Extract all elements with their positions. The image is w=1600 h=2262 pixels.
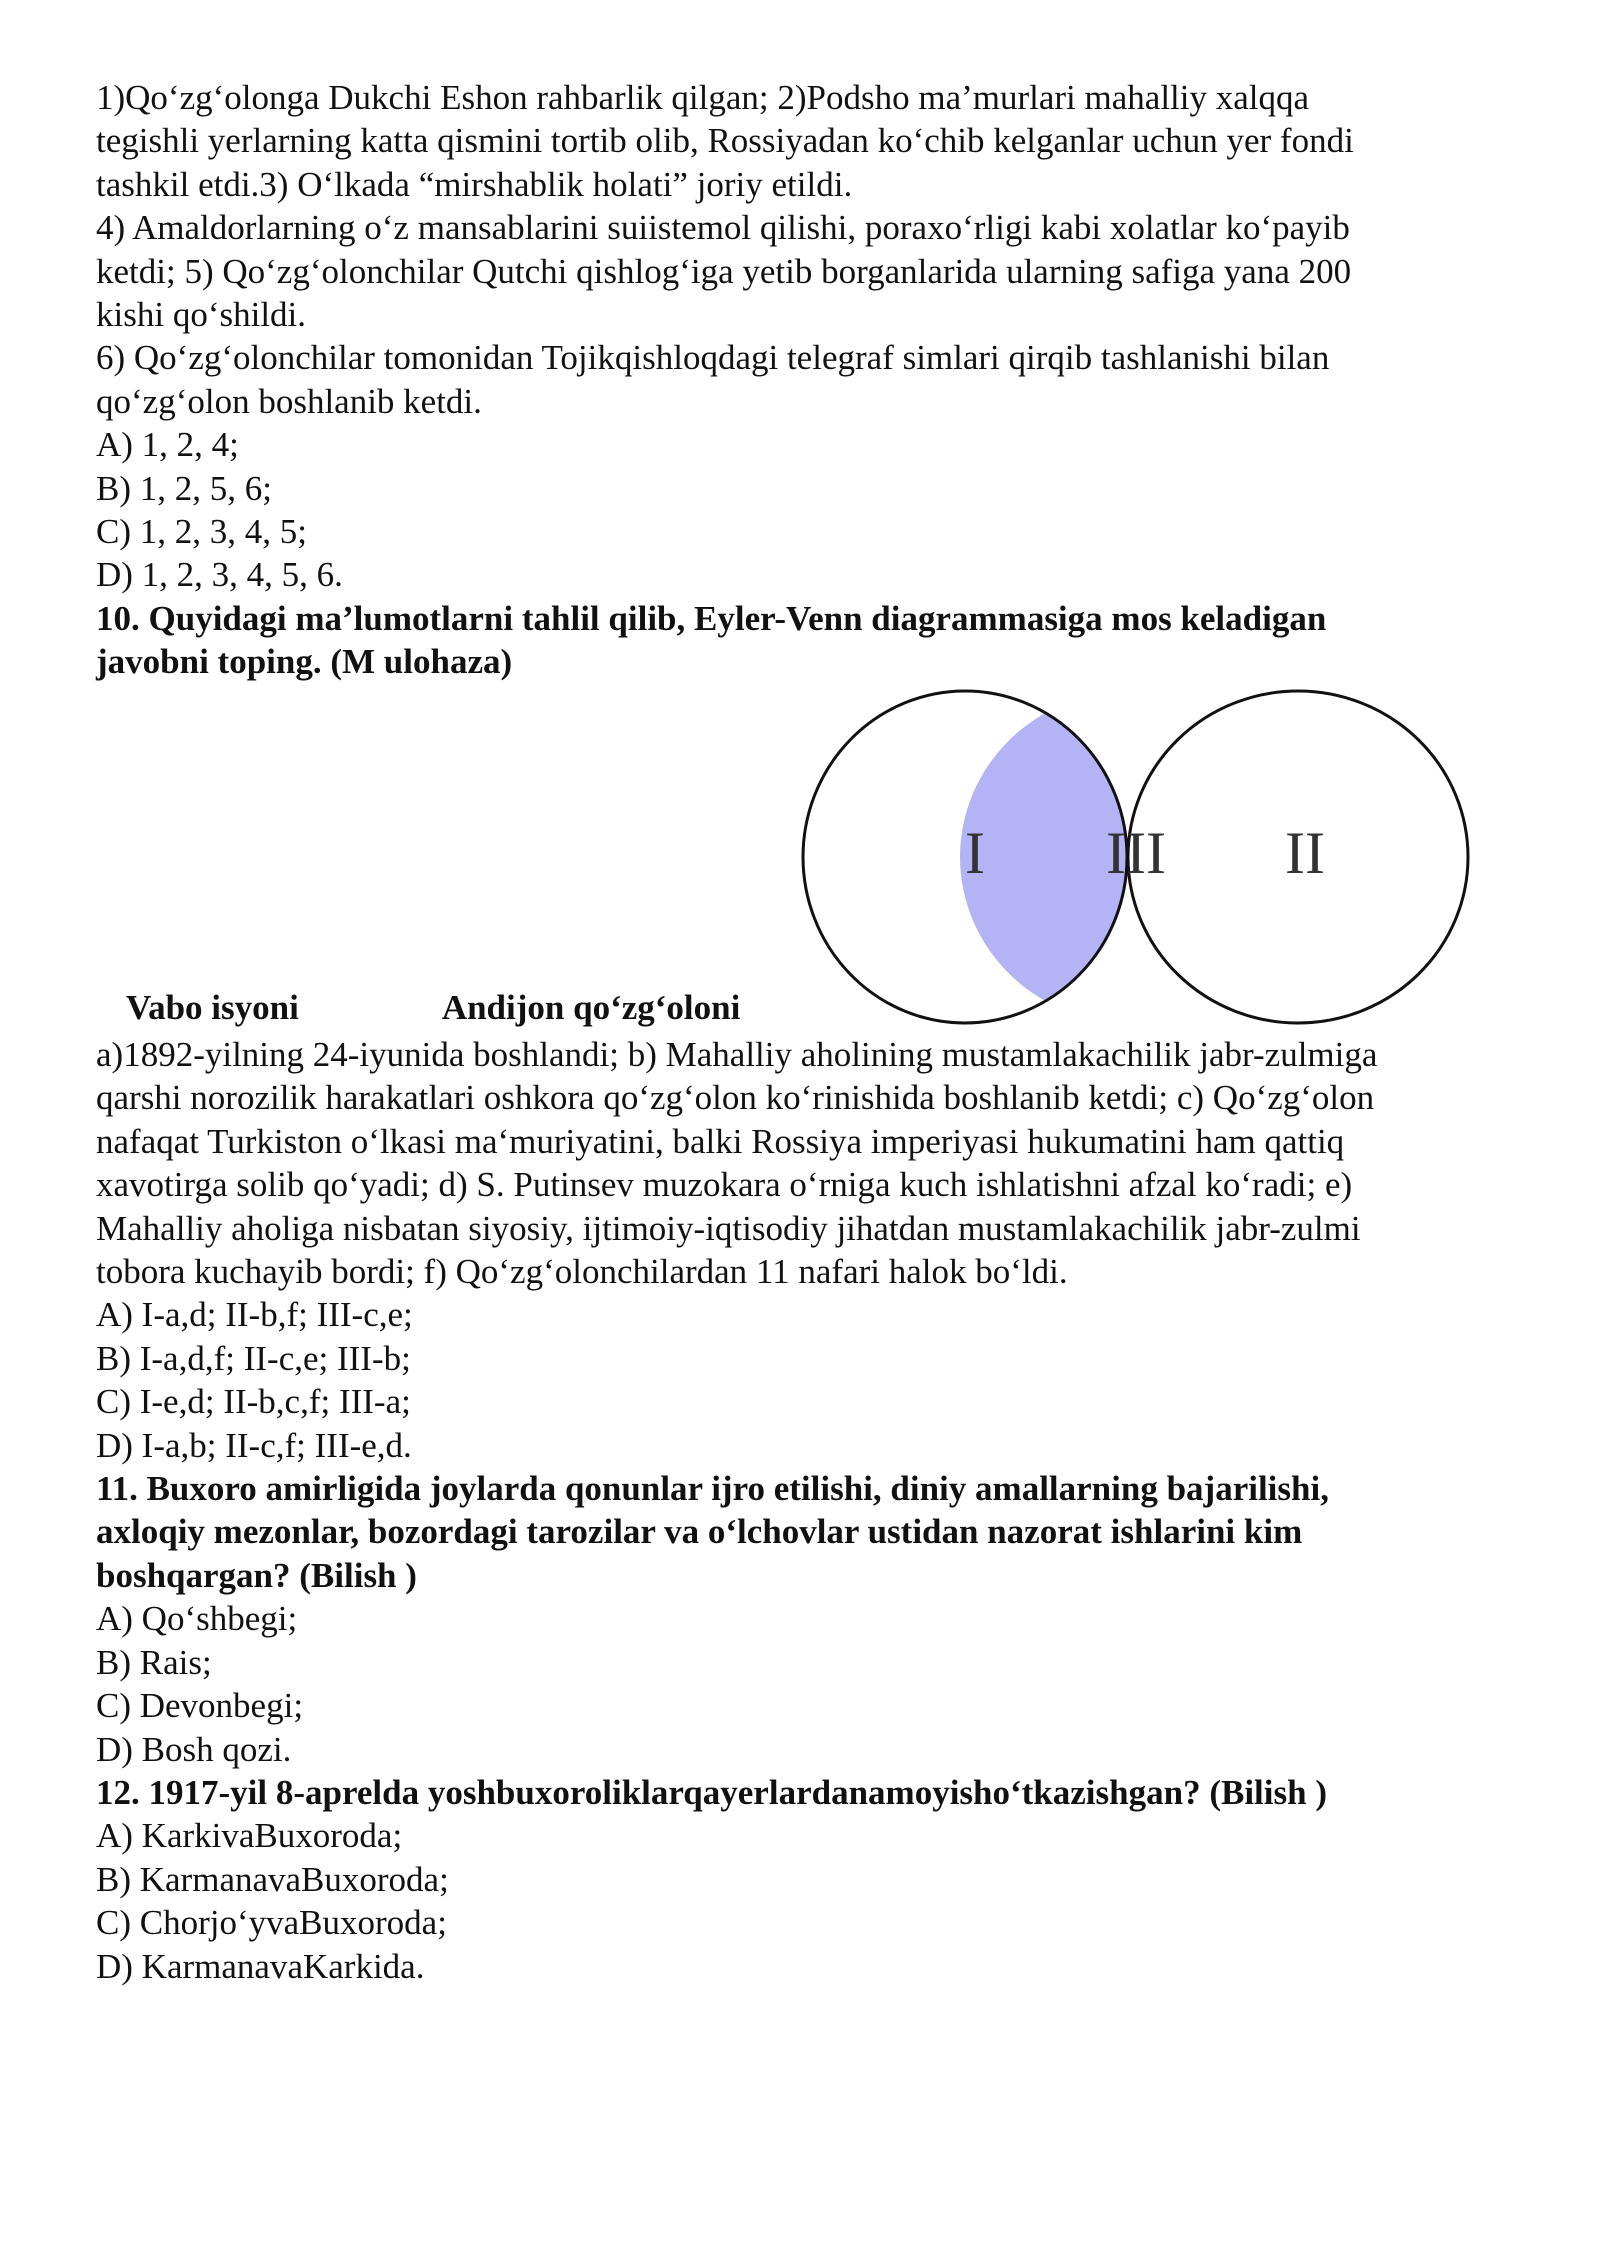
q9-statement-line: kishi qo‘shildi. bbox=[96, 295, 307, 335]
venn-diagram bbox=[800, 688, 1470, 1026]
q10-statement-line: qarshi norozilik harakatlari oshkora qo‘zg‘olon ko‘rinishida boshlanib ketdi; c) Qo‘zg‘olon bbox=[96, 1078, 1375, 1118]
q9-statement-line: 4) Amaldorlarning o‘z mansablarini suiistemol qilishi, poraxo‘rligi kabi xolatlar ko‘payib bbox=[96, 208, 1350, 248]
q9-statement-line: ketdi; 5) Qo‘zg‘olonchilar Qutchi qishlog‘iga yetib borganlarida ularning safiga yana 200 bbox=[96, 251, 1352, 291]
q10-statement-line: a)1892-yilning 24-iyunida boshlandi; b) Mahalliy aholining mustamlakachilik jabr-zulmiga bbox=[96, 1035, 1378, 1074]
q12-option-c: C) Chorjo‘yvaBuxoroda; bbox=[96, 1903, 447, 1943]
q10-question-line: 10. Quyidagi ma’lumotlarni tahlil qilib, Eyler-Venn diagrammasiga mos keladigan bbox=[96, 598, 1327, 638]
venn-set-left-name: Vabo isyoni bbox=[126, 988, 299, 1027]
q9-option-c: C) 1, 2, 3, 4, 5; bbox=[96, 512, 307, 552]
q10-question-line: javobni toping. (M ulohaza) bbox=[96, 642, 513, 682]
q11-option-d: D) Bosh qozi. bbox=[96, 1729, 292, 1769]
venn-set-right-name: Andijon qo‘zg‘oloni bbox=[441, 988, 741, 1027]
q12-option-a: A) KarkivaBuxoroda; bbox=[96, 1816, 403, 1856]
q10-statement-line: Mahalliy aholiga nisbatan siyosiy, ijtimoiy-iqtisodiy jihatdan mustamlakachilik jabr-zulmi bbox=[96, 1208, 1361, 1248]
q9-statement-line: 1)Qo‘zg‘olonga Dukchi Eshon rahbarlik qilgan; 2)Podsho ma’murlari mahalliy xalqqa bbox=[96, 78, 1310, 117]
venn-label-center: III bbox=[1106, 820, 1166, 886]
q9-statement-line: qo‘zg‘olon boshlanib ketdi. bbox=[96, 381, 482, 421]
q9-option-d: D) 1, 2, 3, 4, 5, 6. bbox=[96, 555, 343, 595]
q10-option-d: D) I-a,b; II-c,f; III-e,d. bbox=[96, 1425, 412, 1465]
q9-option-b: B) 1, 2, 5, 6; bbox=[96, 468, 272, 508]
q12-option-b: B) KarmanavaBuxoroda; bbox=[96, 1859, 449, 1899]
q11-option-b: B) Rais; bbox=[96, 1642, 212, 1682]
q9-statement-line: tegishli yerlarning katta qismini tortib olib, Rossiyadan ko‘chib kelganlar uchun yer fondi bbox=[96, 121, 1354, 161]
q10-statement-line: nafaqat Turkiston o‘lkasi ma‘muriyatini, balki Rossiya imperiyasi hukumatini ham qattiq bbox=[96, 1121, 1345, 1161]
q10-option-b: B) I-a,d,f; II-c,e; III-b; bbox=[96, 1338, 411, 1378]
q11-option-c: C) Devonbegi; bbox=[96, 1686, 304, 1726]
q11-option-a: A) Qo‘shbegi; bbox=[96, 1599, 298, 1639]
page-upper bbox=[96, 76, 1516, 684]
page-lower bbox=[96, 1033, 1516, 1988]
q10-option-c: C) I-e,d; II-b,c,f; III-a; bbox=[96, 1382, 411, 1422]
q11-question-line: axloqiy mezonlar, bozordagi tarozilar va o‘lchovlar ustidan nazorat ishlarini kim bbox=[96, 1512, 1303, 1552]
q9-option-a: A) 1, 2, 4; bbox=[96, 425, 239, 465]
venn-label-left: I bbox=[965, 820, 985, 886]
q10-statement-line: xavotirga solib qo‘yadi; d) S. Putinsev muzokara o‘rniga kuch ishlatishni afzal ko‘radi; e) bbox=[96, 1165, 1353, 1205]
q12-option-d: D) KarmanavaKarkida. bbox=[96, 1946, 425, 1986]
venn-label-right: II bbox=[1285, 820, 1325, 886]
q10-option-a: A) I-a,d; II-b,f; III-c,e; bbox=[96, 1295, 413, 1335]
q11-question-line: boshqargan? (Bilish ) bbox=[96, 1555, 417, 1595]
venn-set-names bbox=[126, 988, 740, 1028]
q9-statement-line: 6) Qo‘zg‘olonchilar tomonidan Tojikqishloqdagi telegraf simlari qirqib tashlanishi bilan bbox=[96, 338, 1330, 378]
q12-question-line: 12. 1917-yil 8-aprelda yoshbuxoroliklarqayerlardanamoyisho‘tkazishgan? (Bilish ) bbox=[96, 1772, 1327, 1812]
q10-statement-line: tobora kuchayib bordi; f) Qo‘zg‘olonchilardan 11 nafari halok bo‘ldi. bbox=[96, 1252, 1068, 1292]
q9-statement-line: tashkil etdi.3) O‘lkada “mirshablik holati” joriy etildi. bbox=[96, 164, 853, 204]
q11-question-line: 11. Buxoro amirligida joylarda qonunlar ijro etilishi, diniy amallarning bajarilishi, bbox=[96, 1469, 1329, 1509]
